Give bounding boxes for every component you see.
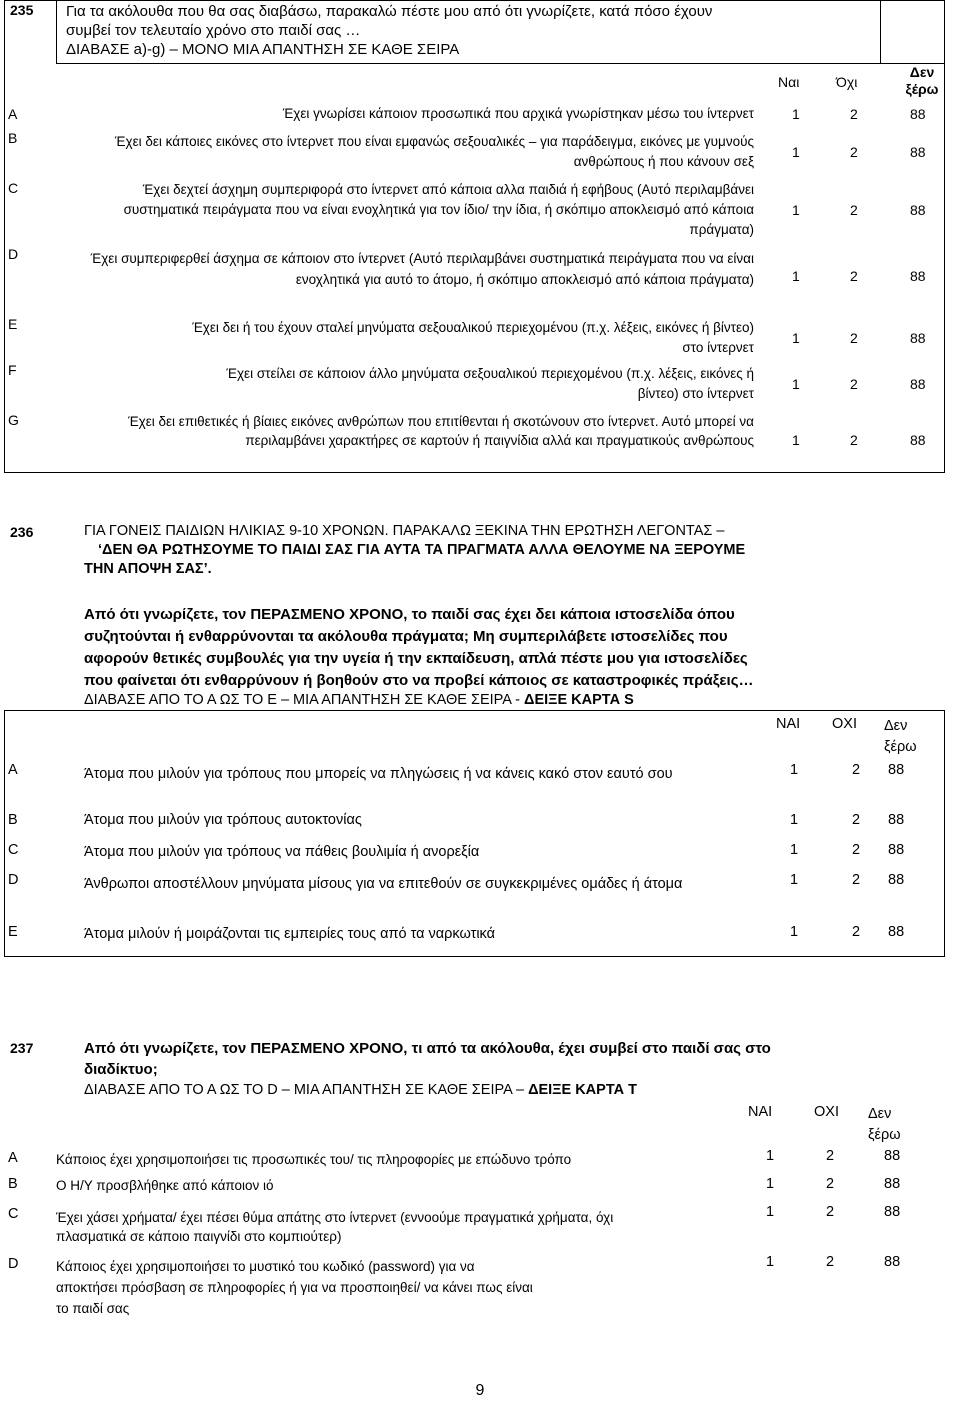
q235-code-dk[interactable]: 88 [910,106,926,122]
q236-question-line2: συζητούνται ή ενθαρρύνονται τα ακόλουθα πράγματα; Μη συμπεριλάβετε ιστοσελίδες που [84,628,728,645]
q237-code-dk[interactable]: 88 [884,1204,901,1220]
q237-head-no: ΟΧΙ [814,1104,839,1120]
q236-code-no[interactable]: 2 [852,842,861,858]
q235-code-yes[interactable]: 1 [792,268,800,284]
q236-row-label: B [8,812,18,828]
q236-row-label: A [8,762,18,778]
q235-row-text: Έχει στείλει σε κάποιον άλλο μηνύματα σεξουαλικού περιεχομένου (π.χ. λέξεις, εικόνες ή βίντεο) στο ίντερνετ [226,366,754,401]
q235-row-label: C [8,180,19,196]
q235-row-label: E [8,316,18,332]
q237-head-yes: ΝΑΙ [748,1104,773,1120]
q235-head-no: Όχι [836,74,858,90]
q236-number: 236 [10,524,34,540]
q236-row-label: D [8,872,19,888]
q236-question-line4: που φαίνεται ότι ενθαρρύνουν ή βοηθούν στο να προβεί κάποιος σε καταστροφικές πράξεις… [84,672,754,689]
q235-row-label: B [8,130,18,146]
q235-row-label: G [8,412,19,428]
q235-code-no[interactable]: 2 [850,432,858,448]
q235-code-yes[interactable]: 1 [792,330,800,346]
q236-head-yes: ΝΑΙ [776,716,801,732]
q236-row-text: Άνθρωποι αποστέλλουν μηνύματα μίσους για να επιτεθούν σε συγκεκριμένες ομάδες ή άτομα [84,876,683,892]
q236-code-dk[interactable]: 88 [888,842,905,858]
q236-code-no[interactable]: 2 [852,872,861,888]
q235-code-dk[interactable]: 88 [910,268,926,284]
q237-code-dk[interactable]: 88 [884,1148,901,1164]
q237-row-text: Έχει χάσει χρήματα/ έχει πέσει θύμα απάτης στο ίντερνετ (εννοούμε πραγματικά χρήματα, όχι πλασματικά σε κάποιο παιγνίδι στο κομπιούτερ) [56,1210,614,1244]
q235-row-label: F [8,362,17,378]
q237-number: 237 [10,1040,34,1056]
q235-code-yes[interactable]: 1 [792,376,800,392]
q235-code-dk[interactable]: 88 [910,144,926,160]
q237-read-instruction: ΔΙΑΒΑΣΕ ΑΠΟ ΤΟ Α ΩΣ ΤΟ D – ΜΙΑ ΑΠΑΝΤΗΣΗ ΣΕ ΚΑΘΕ ΣΕΙΡΑ – [84,1082,529,1098]
q237-code-yes[interactable]: 1 [766,1148,775,1164]
q235-row-text: Έχει δει ή του έχουν σταλεί μηνύματα σεξουαλικού περιεχομένου (π.χ. λέξεις, εικόνες ή βίντεο) στο ίντερνετ [192,320,754,355]
q235-code-dk[interactable]: 88 [910,376,926,392]
q235-code-no[interactable]: 2 [850,144,858,160]
q235-row-label: D [8,246,19,262]
q235-intro-line1: Για τα ακόλουθα που θα σας διαβάσω, παρακαλώ πέστε μου από ότι γνωρίζετε, κατά πόσο έχουν [66,3,713,20]
q235-code-no[interactable]: 2 [850,268,858,284]
q237-code-yes[interactable]: 1 [766,1176,775,1192]
q235-code-dk[interactable]: 88 [910,432,926,448]
q236-row-text: Άτομα μιλούν ή μοιράζονται τις εμπειρίες τους από τα ναρκωτικά [84,926,496,942]
q237-code-no[interactable]: 2 [826,1176,835,1192]
q237-row-label: D [8,1256,19,1272]
q236-code-dk[interactable]: 88 [888,872,905,888]
q235-number: 235 [10,2,34,18]
q236-code-no[interactable]: 2 [852,924,861,940]
q237-question-line2: διαδίκτυο; [84,1061,158,1078]
q235-row-text: Έχει δει επιθετικές ή βίαιες εικόνες ανθρώπων που επιτίθενται ή σκοτώνουν στο ίντερνετ. Αυτό μπορεί να περιλαμβάνει χαρακτήρες σε καρτούν ή παιγνίδια αλλά και πραγματικούς ανθρώπους [128,414,754,448]
q236-code-yes[interactable]: 1 [790,842,799,858]
q235-code-yes[interactable]: 1 [792,432,800,448]
q236-row-text: Άτομα που μιλούν για τρόπους αυτοκτονίας [84,812,362,828]
q235-code-dk[interactable]: 88 [910,330,926,346]
q236-read-instruction: ΔΙΑΒΑΣΕ ΑΠΟ ΤΟ Α ΩΣ ΤΟ Ε – ΜΙΑ ΑΠΑΝΤΗΣΗ ΣΕ ΚΑΘΕ ΣΕΙΡΑ - [84,692,525,708]
q237-row-text: Κάποιος έχει χρησιμοποιήσει τις προσωπικές του/ τις πληροφορίες με επώδυνο τρόπο [56,1152,572,1167]
q237-question-line1: Από ότι γνωρίζετε, τον ΠΕΡΑΣΜΕΝΟ ΧΡΟΝΟ, τι από τα ακόλουθα, έχει συμβεί στο παιδί σας στο [84,1040,771,1057]
q237-code-no[interactable]: 2 [826,1254,835,1270]
q237-row-label: B [8,1176,18,1192]
q236-row-text: Άτομα που μιλούν για τρόπους να πάθεις βουλιμία ή ανορεξία [84,844,480,860]
q235-row-label: A [8,106,18,122]
q235-code-dk[interactable]: 88 [910,202,926,218]
q237-code-dk[interactable]: 88 [884,1176,901,1192]
q235-row-text: Έχει συμπεριφερθεί άσχημα σε κάποιον στο ίντερνετ (Αυτό περιλαμβάνει συστηματικά πειράγματα που να είναι ενοχλητικά για αυτό το άτομο, ή σκόπιμο αποκλεισμό από κάποια πράγματα) [90,251,754,287]
q236-code-dk[interactable]: 88 [888,924,905,940]
q236-code-yes[interactable]: 1 [790,872,799,888]
q235-row-text: Έχει δεχτεί άσχημη συμπεριφορά στο ίντερνετ από κάποια αλλα παιδιά ή εφήβους (Αυτό περιλαμβάνει συστηματικά πειράγματα που να είναι ενοχλητικά για τον ίδιο/ την ίδια, ή σκόπιμο αποκλεισμό από κάποια πράγματα) [123,182,754,237]
q235-intro-line3: ΔΙΑΒΑΣΕ a)-g) – ΜΟΝΟ ΜΙΑ ΑΠΑΝΤΗΣΗ ΣΕ ΚΑΘΕ ΣΕΙΡΑ [66,41,460,58]
q237-row-text: Ο Η/Υ προσβλήθηκε από κάποιον ιό [56,1178,274,1193]
page-number: 9 [475,1382,485,1399]
q235-code-no[interactable]: 2 [850,106,858,122]
q236-row-text: Άτομα που μιλούν για τρόπους που μπορείς να πληγώσεις ή να κάνεις κακό στον εαυτό σου [84,766,673,782]
q236-row-label: E [8,924,18,940]
q236-show-card: ΔΕΙΞΕ ΚΑΡΤΑ S [524,692,634,708]
q235-head-yes: Ναι [778,74,800,90]
q235-intro-line2: συμβεί τον τελευταίο χρόνο στο παιδί σας … [66,22,361,39]
q236-code-yes[interactable]: 1 [790,812,799,828]
q235-code-yes[interactable]: 1 [792,106,800,122]
q237-code-no[interactable]: 2 [826,1148,835,1164]
q236-instr-line3: ΤΗΝ ΑΠΟΨΗ ΣΑΣ’. [84,561,212,577]
q236-instr-line1: ΓΙΑ ΓΟΝΕΙΣ ΠΑΙΔΙΩΝ ΗΛΙΚΙΑΣ 9-10 ΧΡΟΝΩΝ. ΠΑΡΑΚΑΛΩ ΞΕΚΙΝΑ ΤΗΝ ΕΡΩΤΗΣΗ ΛΕΓΟΝΤΑΣ – [84,523,725,539]
q236-code-dk[interactable]: 88 [888,812,905,828]
q237-code-dk[interactable]: 88 [884,1254,901,1270]
q235-code-no[interactable]: 2 [850,330,858,346]
q235-row-text: Έχει δει κάποιες εικόνες στο ίντερνετ που είναι εμφανώς σεξουαλικές – για παράδειγμα, εικόνες με γυμνούς ανθρώπους ή που κάνουν σεξ [114,134,754,169]
q236-row-label: C [8,842,19,858]
q235-code-yes[interactable]: 1 [792,202,800,218]
q236-code-dk[interactable]: 88 [888,762,905,778]
q236-code-no[interactable]: 2 [852,812,861,828]
q236-head-dk: Δεν ξέρω [884,718,917,755]
q236-question-line1: Από ότι γνωρίζετε, τον ΠΕΡΑΣΜΕΝΟ ΧΡΟΝΟ, το παιδί σας έχει δει κάποια ιστοσελίδα όπου [84,606,735,623]
q235-head-dk: Δεν ξέρω [905,64,939,97]
q236-instr-line2: ‘ΔΕΝ ΘΑ ΡΩΤΗΣΟΥΜΕ ΤΟ ΠΑΙΔΙ ΣΑΣ ΓΙΑ ΑΥΤΑ ΤΑ ΠΡΑΓΜΑΤΑ ΑΛΛΑ ΘΕΛΟΥΜΕ ΝΑ ΞΕΡΟΥΜΕ [98,542,746,558]
q235-row-text: Έχει γνωρίσει κάποιον προσωπικά που αρχικά γνωρίστηκαν μέσω του ίντερνετ [282,106,754,121]
q237-row-text: Κάποιος έχει χρησιμοποιήσει το μυστικό του κωδικό (password) για να αποκτήσει πρόσβαση σε πληροφορίες ή για να προσποιηθεί/ να κάνει πως είναι το παιδί σας [56,1259,533,1316]
q235-code-yes[interactable]: 1 [792,144,800,160]
q237-code-yes[interactable]: 1 [766,1204,775,1220]
q237-row-label: A [8,1150,18,1166]
q235-code-no[interactable]: 2 [850,202,858,218]
q237-code-no[interactable]: 2 [826,1204,835,1220]
q236-head-no: ΟΧΙ [832,716,857,732]
q236-code-yes[interactable]: 1 [790,924,799,940]
q237-head-dk: Δεν ξέρω [868,1106,901,1143]
q237-code-yes[interactable]: 1 [766,1254,775,1270]
q237-row-label: C [8,1206,19,1222]
q237-show-card: ΔΕΙΞΕ ΚΑΡΤΑ T [528,1082,637,1098]
q236-code-no[interactable]: 2 [852,762,861,778]
q236-code-yes[interactable]: 1 [790,762,799,778]
q236-question-line3: αφορούν θετικές συμβουλές για την υγεία ή την εκπαίδευση, απλά πέστε μου για ιστοσελίδες [84,650,748,667]
q235-code-no[interactable]: 2 [850,376,858,392]
